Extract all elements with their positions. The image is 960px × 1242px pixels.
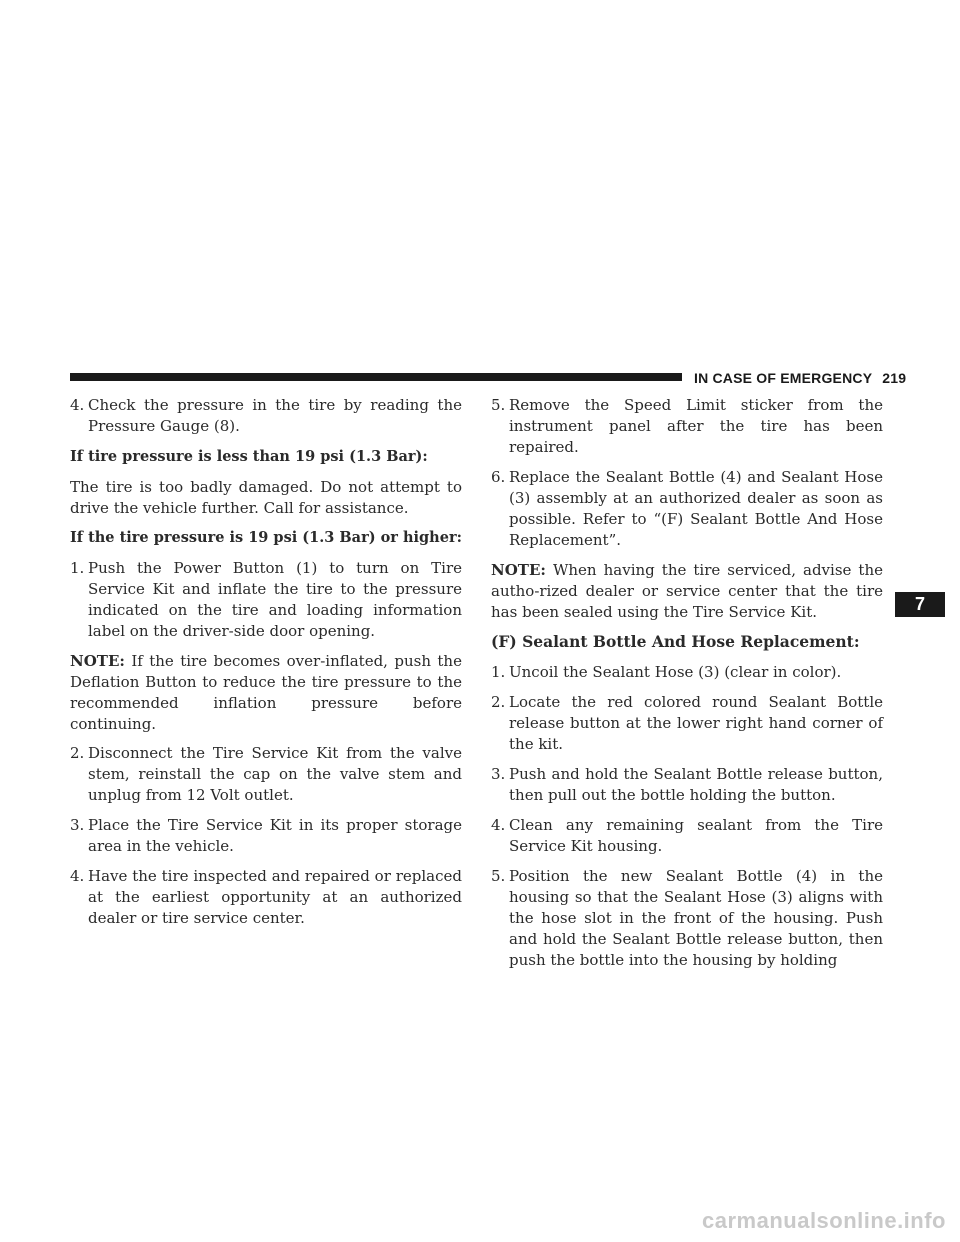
item-number: 2.	[70, 744, 85, 762]
section-title: IN CASE OF EMERGENCY	[694, 370, 873, 386]
item-text: Push and hold the Sealant Bottle release button, then pull out the bottle holding the button.	[509, 765, 883, 804]
note-paragraph	[491, 560, 883, 623]
list-item	[491, 815, 883, 857]
chapter-tab: 7	[895, 592, 945, 617]
left-column	[70, 395, 462, 938]
item-text: Position the new Sealant Bottle (4) in the housing so that the Sealant Hose (3) aligns with the hose slot in the front of the housing. Push and hold the Sealant Bottle release button, then push the bottle into the housing by holding	[509, 867, 883, 969]
paragraph: The tire is too badly damaged. Do not attempt to drive the vehicle further. Call for assistance.	[70, 478, 462, 517]
item-number: 2.	[491, 693, 506, 711]
item-text: Clean any remaining sealant from the Tire Service Kit housing.	[509, 816, 883, 855]
item-text: Have the tire inspected and repaired or replaced at the earliest opportunity at an authorized dealer or tire service center.	[88, 867, 462, 927]
item-number: 5.	[491, 396, 506, 414]
header-title	[694, 370, 906, 386]
item-text: Replace the Sealant Bottle (4) and Sealant Hose (3) assembly at an authorized dealer as soon as possible. Refer to “(F) Sealant Bottle And Hose Replacement”.	[509, 468, 883, 549]
list-item	[491, 866, 883, 971]
subheading-low-pressure: If tire pressure is less than 19 psi (1.3 Bar):	[70, 448, 428, 465]
note-text: If the tire becomes over-inflated, push the Deflation Button to reduce the tire pressure to the recommended inflation pressure before continuing.	[70, 652, 462, 733]
item-number: 6.	[491, 468, 506, 486]
item-text: Uncoil the Sealant Hose (3) (clear in color).	[509, 663, 842, 681]
list-item	[70, 558, 462, 642]
section-heading: (F) Sealant Bottle And Hose Replacement:	[491, 632, 860, 651]
list-item	[491, 467, 883, 551]
subheading-ok-pressure: If the tire pressure is 19 psi (1.3 Bar) or higher:	[70, 529, 462, 546]
item-number: 3.	[70, 816, 85, 834]
list-item	[491, 764, 883, 806]
item-number: 1.	[70, 559, 85, 577]
header-rule	[70, 373, 682, 381]
item-text: Push the Power Button (1) to turn on Tire Service Kit and inflate the tire to the pressure indicated on the tire and loading information label on the driver-side door opening.	[88, 559, 462, 640]
item-number: 1.	[491, 663, 506, 681]
list-item	[491, 692, 883, 755]
list-item	[70, 866, 462, 929]
item-text: Place the Tire Service Kit in its proper storage area in the vehicle.	[88, 816, 462, 855]
page-number: 219	[882, 370, 907, 386]
list-item	[70, 395, 462, 437]
list-item	[491, 662, 883, 683]
note-label: NOTE:	[491, 561, 546, 579]
list-item	[491, 395, 883, 458]
item-number: 3.	[491, 765, 506, 783]
item-text: Remove the Speed Limit sticker from the instrument panel after the tire has been repaired.	[509, 396, 883, 456]
note-text: When having the tire serviced, advise the autho-rized dealer or service center that the tire has been sealed using the Tire Service Kit.	[491, 561, 883, 621]
item-number: 4.	[70, 396, 85, 414]
watermark: carmanualsonline.info	[702, 1208, 946, 1233]
note-label: NOTE:	[70, 652, 125, 670]
item-text: Check the pressure in the tire by reading the Pressure Gauge (8).	[88, 396, 462, 435]
note-paragraph	[70, 651, 462, 735]
list-item	[70, 815, 462, 857]
item-number: 5.	[491, 867, 506, 885]
list-item	[70, 743, 462, 806]
item-text: Disconnect the Tire Service Kit from the valve stem, reinstall the cap on the valve stem and unplug from 12 Volt outlet.	[88, 744, 462, 804]
page-header	[70, 370, 960, 386]
item-text: Locate the red colored round Sealant Bottle release button at the lower right hand corner of the kit.	[509, 693, 883, 753]
item-number: 4.	[491, 816, 506, 834]
right-column	[491, 395, 883, 980]
item-number: 4.	[70, 867, 85, 885]
